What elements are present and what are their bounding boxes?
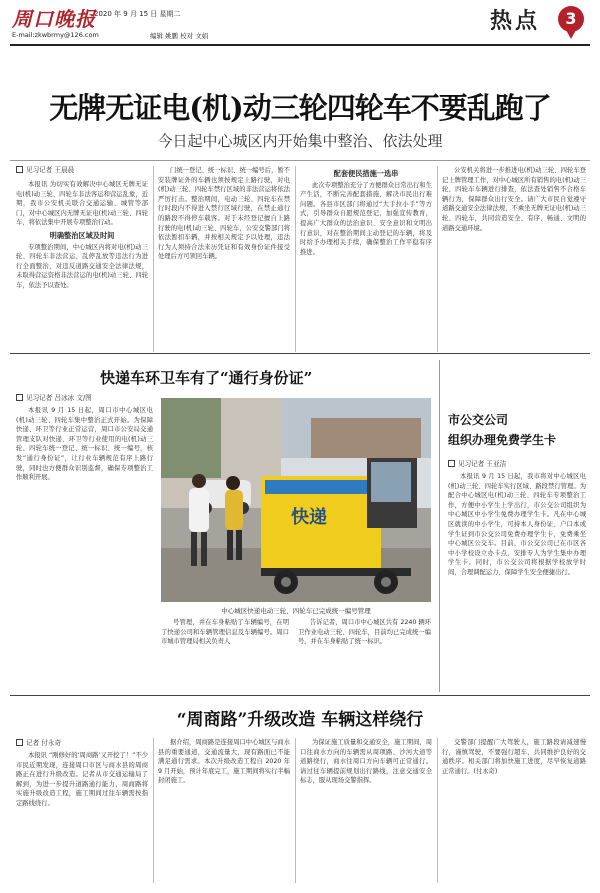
article1-subhead: 今日起中心城区内开始集中整治、依法处理: [157, 132, 443, 150]
page-number: 3: [565, 9, 577, 28]
article1-headline: 无牌无证电(机)动三轮四轮车不要乱跑了: [49, 91, 551, 125]
column-divider: [439, 360, 440, 692]
article3-body: [448, 472, 586, 692]
article4-byline: 记者 付永奇: [16, 737, 61, 747]
news-photo: [161, 398, 431, 602]
article1-subheading: 配套便民措施一选串: [333, 169, 399, 178]
article2-column-3: [298, 618, 431, 692]
issue-date: 2020 年 9 月 15 日 星期二: [94, 10, 181, 18]
article4-column-4: [442, 738, 586, 883]
article3-paragraph: 本报讯 9 月 15 日起，我市将对中心城区电(机)动三轮、四轮车实行区域、路段禁行管理。为配合中心城区电(机)动三轮、四轮车专项整治工作，方便中小学生上学出行，市公交公司组织为中心城区中小学生免费办理学生卡。凡在中心城区就读的中小学生，可持本人身份证、户口本或学生证到市公交公司免费办理学生卡，免费乘坐中心城区公交车。目前，市公交公司已在市区各中小学校设立办卡点，安排专人为学生集中办理学生卡。同时，市公交公司将根据学校放学时间，合理调配运力，保障学生安全便捷出行。: [448, 473, 586, 576]
article1-paragraph: 公安机关将进一步推进电(机)动三轮、四轮车登记上牌管理工作，对中心城区所有销售的电(机)动三轮、四轮车车辆进行排查，依法查处销售不合格车辆行为，保障群众出行安全。请广大市民自觉遵守道路交通安全法律法规，不乘坐无牌无证电(机)动三轮、四轮车，共同营造安全、有序、畅通、文明的道路交通环境。: [442, 167, 586, 232]
byline-box-icon: [16, 166, 23, 173]
column-divider: [437, 738, 438, 883]
article4-paragraph: 为保证施工质量和交通安全，施工期间，周口往商水方向的车辆需从周项路、沙河大道等道路绕行，商水往周口方向车辆可正常通行。请过往车辆提前规划出行路线，注意交通安全标志，服从现场交警指挥。: [300, 739, 432, 785]
article4-paragraph: 本报讯 “刚修好的‘周商路’又开挖了！”不少市民近期发现，连接周口市区与商水县的周商路正在进行升级改造。记者从市交通运输局了解到，为进一步提升道路通行能力，周商路将实施升级改造工程，施工期间过往车辆需按指定路线绕行。: [16, 752, 148, 807]
masthead: [0, 0, 600, 50]
byline-box-icon: [448, 460, 455, 467]
article1-byline: 见习记者 王晨晨: [16, 164, 74, 174]
article1-column-2: [158, 166, 290, 352]
section-title: 热点: [490, 8, 541, 34]
article4-headline: “周商路”升级改造 车辆这样绕行: [176, 710, 424, 730]
byline-box-icon: [16, 394, 23, 401]
article2-paragraph: 告诉记者，周口市中心城区共有 2240 辆环卫作业电动三轮、四轮车，目前均已完成统一编号，并在车身粘贴了统一标识。: [298, 619, 431, 646]
page-number-badge: [558, 6, 584, 32]
article1-column-4: [442, 166, 586, 352]
section-divider: [10, 353, 590, 354]
article2-headline: 快递车环卫车有了“通行身份证”: [100, 369, 313, 387]
article3-headline-line2: 组织办理免费学生卡: [448, 433, 557, 447]
column-divider: [295, 166, 296, 352]
article1-subheading: 明确整治区域及时间: [49, 230, 115, 240]
section-divider: [10, 695, 590, 696]
article1-paragraph: 专项整治期间，中心城区内将对电(机)动三轮、四轮车非法营运、乱停乱放等违法行为进行全面整治，对违反道路交通安全法律法规，未取得营运资格非法营运的电(机)动三轮、四轮车，依法予以查处。: [16, 243, 148, 289]
article1-paragraph: 门统一登记、统一标识、统一编号后，暂不安装牌证外的车辆也须按规定上路行驶，对电(机)动三轮、四轮车禁行区域的非法营运将依法严厉打击。整治期间，电动三轮、四轮车在禁行时段内不得进入禁行区域行驶，在禁止通行的路段不得停车载客。对于未经登记擅自上路行驶的电(机)动三轮、四轮车，公安交警部门将依法暂扣车辆，并按相关规定予以处理，违法行为人须持合法来历凭证和有效身份证件接受处理后方可领回车辆。: [158, 167, 290, 261]
column-divider: [153, 738, 154, 883]
column-divider: [437, 166, 438, 352]
article2-byline: 见习记者 吕冰冰 文/图: [16, 392, 92, 402]
editor-line: 编辑 姚鹏 校对 文娟: [150, 32, 209, 40]
photo-caption: 中心城区快递电动三轮、四轮车已完成统一编号管理: [221, 607, 371, 615]
article1-column-3: [300, 166, 432, 352]
article4-column-3: [300, 738, 432, 883]
article4-column-1: [16, 751, 148, 883]
article4-paragraph: 据介绍，周商路是连接周口中心城区与商水县的重要通道，交通流量大，现有路面已不能满足通行需求。本次升级改造工程自 2020 年 9 月开始，预计年底完工，施工期间将实行半幅封闭施工。: [158, 739, 290, 785]
article2-paragraph: 本报讯 9 月 15 日起，周口市中心城区电(机)动三轮、四轮车集中整治正式开始。为保障快递、环卫等行业正常运营，周口市公安局交通管理支队对快递、环卫等行业使用的电(机)动三轮、四轮车统一登记、统一标识、统一编号，核发“通行身份证”，让行业车辆规范有序上路行驶，同时也方便群众识别监督，确保专项整治工作顺利开展。: [16, 407, 153, 482]
article2-column-1: [16, 406, 153, 692]
scooter-label: 快递: [291, 507, 327, 528]
email-line: E-mail:zkwbrmy@126.com: [12, 31, 99, 39]
article1-column-1: [16, 180, 148, 352]
article1-head-rule: [10, 160, 590, 161]
byline-box-icon: [16, 739, 23, 746]
article2-column-2: [161, 618, 289, 692]
article2-paragraph: 号管理，并在车身粘贴了车辆编号，在明了快递公司和车辆管理信息及车辆编号。周口市城市管理局相关负责人: [161, 619, 289, 646]
article3-byline: 见习记者 王亚洁: [448, 458, 506, 468]
newspaper-logo: 周口晚报: [12, 7, 96, 31]
article4-paragraph: 交警部门提醒广大驾驶人，施工路段请减速慢行，谨慎驾驶，不要强行超车，共同维护良好的交通秩序。相关部门将加快施工进度，尽早恢复道路正常通行。(付永奇): [442, 739, 586, 775]
masthead-divider: [10, 44, 590, 46]
page-number-pointer: [566, 30, 576, 39]
photo-illustration: [161, 398, 431, 602]
article3-headline-line1: 市公交公司: [448, 413, 509, 427]
article1-paragraph: 此次专项整治充分了方便群众日常出行和生产生活，不断完善配套措施，解决市民出行难问题。各县市区部门将通过“大手拉小手”等方式，引导群众自愿规范登记，加强宣传教育，提高广大群众的法治意识、安全意识和文明出行意识，对在整治期间主动登记的车辆，将及时给予办理相关手续，确保整治工作平稳有序推进。: [300, 181, 432, 256]
column-divider: [153, 166, 154, 352]
article4-column-2: [158, 738, 290, 883]
article1-paragraph: 本报讯 为切实有效解决中心城区无牌无证电(机)动三轮、四轮车非法客运和营运乱象，近期，我市公安机关联合交通运输、城管等部门，对中心城区内无牌无证电(机)动三轮、四轮车，将依法集中开展专项整治行动。: [16, 181, 148, 227]
column-divider: [295, 738, 296, 883]
